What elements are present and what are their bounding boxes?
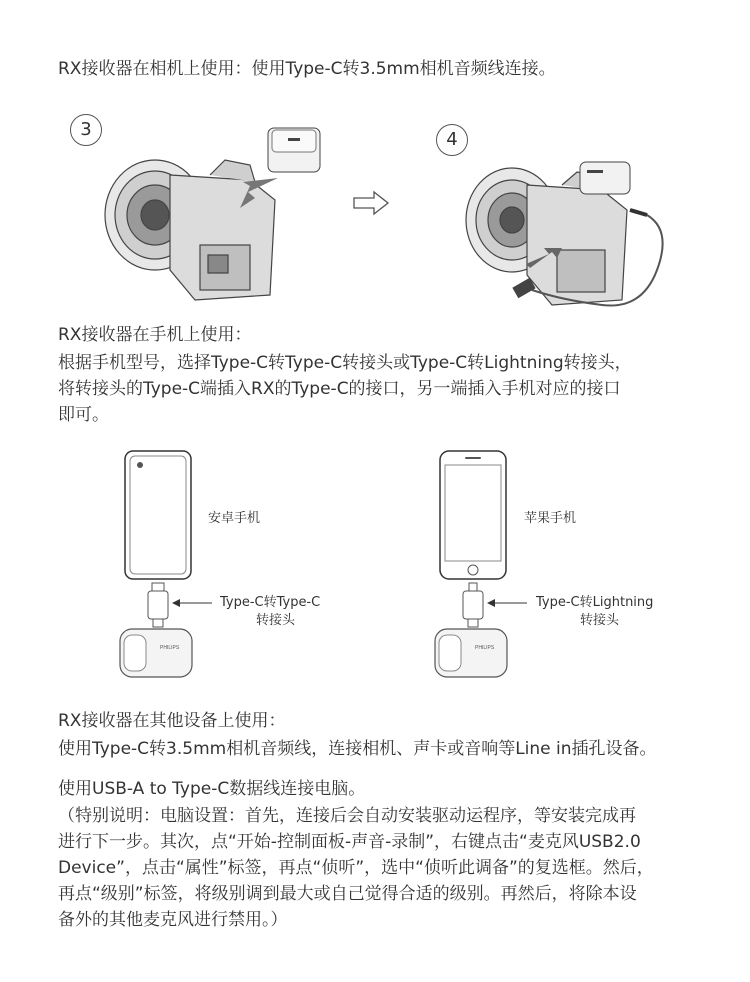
pc-note-line4: 再点“级别”标签，将级别调到最大或自己觉得合适的级别。再然后，将除本设 — [58, 884, 637, 904]
phone-section-body-line2: 将转接头的Type-C端插入RX的Type-C的接口，另一端插入手机对应的接口 — [58, 379, 621, 399]
phone-section-body-line3: 即可。 — [58, 405, 109, 425]
apple-adapter-label-line2: 转接头 — [580, 613, 620, 628]
other-section-title: RX接收器在其他设备上使用： — [58, 711, 286, 731]
pc-section-title: 使用USB-A to Type-C数据线连接电脑。 — [58, 779, 366, 799]
apple-adapter-label-line1: Type-C转Lightning — [536, 595, 654, 610]
step-number-3: 3 — [70, 114, 102, 146]
pc-note-line2: 进行下一步。其次，点“开始-控制面板-声音-录制”，右键点击“麦克风USB2.0 — [58, 832, 641, 852]
next-step-arrow-icon — [352, 190, 390, 216]
camera-section-title: RX接收器在相机上使用：使用Type-C转3.5mm相机音频线连接。 — [58, 59, 556, 79]
android-phone-label: 安卓手机 — [208, 511, 261, 526]
camera-illustration-step4 — [462, 140, 677, 320]
pc-note-line1: （特别说明：电脑设置：首先，连接后会自动安装驱动运程序，等安装完成再 — [58, 806, 636, 826]
pc-note-line5: 备外的其他麦克风进行禁用。） — [58, 910, 288, 930]
android-adapter-label-line1: Type-C转Type-C — [220, 595, 321, 610]
receiver-brand-text-android: PHILIPS — [160, 645, 180, 651]
apple-phone-label: 苹果手机 — [524, 511, 577, 526]
pc-note-line3: Device”，点击“属性”标签，再点“侦听”，选中“侦听此调备”的复选框。然后， — [58, 858, 654, 878]
receiver-brand-text-apple: PHILIPS — [475, 645, 495, 651]
camera-illustration-step3 — [100, 120, 340, 310]
android-phone-illustration — [110, 445, 310, 685]
phone-section-title: RX接收器在手机上使用： — [58, 325, 252, 345]
other-section-body: 使用Type-C转3.5mm相机音频线，连接相机、声卡或音响等Line in插孔设备。 — [58, 739, 657, 759]
phone-section-body-line1: 根据手机型号，选择Type-C转Type-C转接头或Type-C转Lightning转接头， — [58, 353, 632, 373]
apple-phone-illustration — [425, 445, 625, 685]
android-adapter-label-line2: 转接头 — [256, 613, 296, 628]
step-number-4: 4 — [436, 124, 468, 156]
